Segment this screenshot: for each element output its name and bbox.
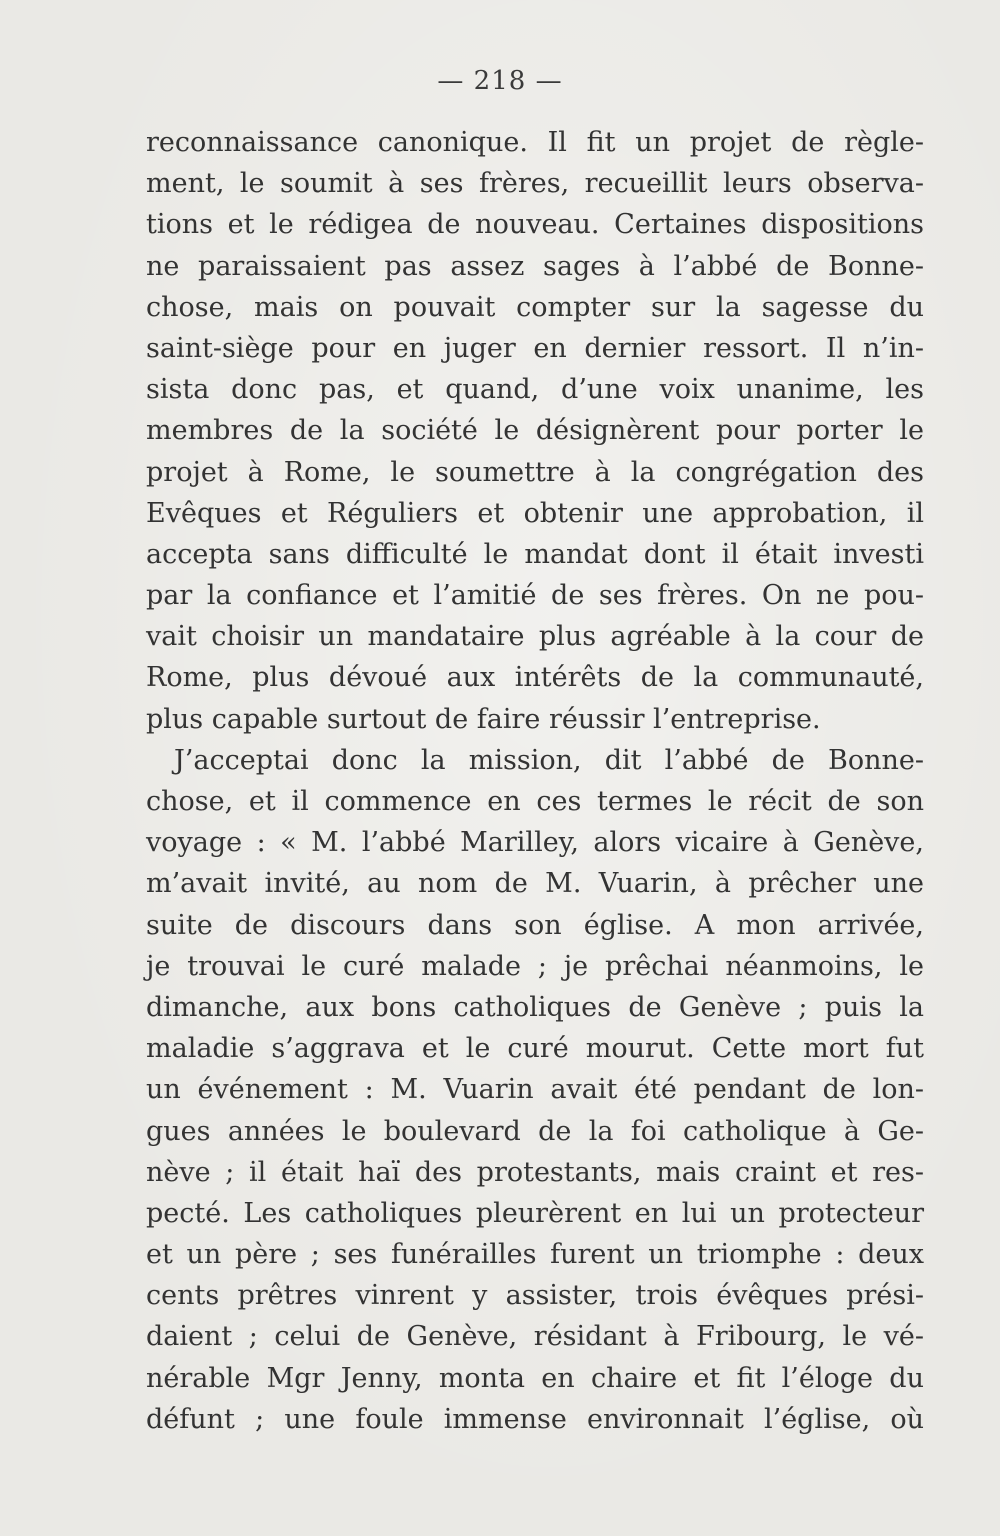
text-line: par la confiance et l’amitié de ses frères. On ne pou- bbox=[146, 580, 924, 612]
text-line: membres de la société le désignèrent pour porter le bbox=[146, 415, 924, 447]
text-line: accepta sans difficulté le mandat dont il était investi bbox=[146, 538, 924, 570]
text-line: pecté. Les catholiques pleurèrent en lui un protecteur bbox=[146, 1197, 924, 1229]
text-line: suite de discours dans son église. A mon arrivée, bbox=[146, 909, 924, 941]
text-line: voyage : « M. l’abbé Marilley, alors vicaire à Genève, bbox=[146, 827, 924, 859]
text-line: Rome, plus dévoué aux intérêts de la communauté, bbox=[146, 662, 924, 694]
text-line: maladie s’aggrava et le curé mourut. Cette mort fut bbox=[146, 1033, 924, 1065]
text-line: Evêques et Réguliers et obtenir une approbation, il bbox=[146, 497, 924, 529]
text-line: je trouvai le curé malade ; je prêchai néanmoins, le bbox=[146, 950, 924, 982]
text-line: cents prêtres vinrent y assister, trois évêques prési- bbox=[146, 1280, 924, 1312]
text-line: défunt ; une foule immense environnait l’église, où bbox=[146, 1403, 924, 1435]
text-line: ne paraissaient pas assez sages à l’abbé de Bonne- bbox=[146, 250, 924, 282]
text-line: plus capable surtout de faire réussir l’entreprise. bbox=[146, 703, 821, 735]
text-line: nève ; il était haï des protestants, mais craint et res- bbox=[146, 1156, 924, 1188]
text-line: ment, le soumit à ses frères, recueillit leurs observa- bbox=[146, 168, 924, 200]
text-line: m’avait invité, au nom de M. Vuarin, à prêcher une bbox=[146, 868, 924, 900]
text-line: nérable Mgr Jenny, monta en chaire et fit l’éloge du bbox=[146, 1362, 924, 1394]
text-line: chose, et il commence en ces termes le récit de son bbox=[146, 786, 924, 817]
text-line: daient ; celui de Genève, résidant à Fribourg, le vé- bbox=[146, 1321, 924, 1353]
text-line: tions et le rédigea de nouveau. Certaines dispositions bbox=[146, 209, 924, 241]
text-line: vait choisir un mandataire plus agréable à la cour de bbox=[146, 621, 924, 653]
text-line: et un père ; ses funérailles furent un triomphe : deux bbox=[146, 1239, 924, 1271]
text-line: un événement : M. Vuarin avait été pendant de lon- bbox=[146, 1074, 924, 1106]
text-line: J’acceptai donc la mission, dit l’abbé de Bonne- bbox=[174, 744, 924, 776]
text-line: chose, mais on pouvait compter sur la sagesse du bbox=[146, 291, 924, 323]
body-text bbox=[146, 122, 924, 1440]
text-line: dimanche, aux bons catholiques de Genève ; puis la bbox=[146, 991, 924, 1023]
text-line: saint-siège pour en juger en dernier ressort. Il n’in- bbox=[146, 332, 924, 364]
text-line: sista donc pas, et quand, d’une voix unanime, les bbox=[146, 374, 924, 406]
text-line: reconnaissance canonique. Il fit un projet de règle- bbox=[146, 127, 924, 158]
text-line: projet à Rome, le soumettre à la congrégation des bbox=[146, 456, 924, 488]
text-line: gues années le boulevard de la foi catholique à Ge- bbox=[146, 1115, 924, 1147]
page-number: — 218 — bbox=[437, 66, 563, 96]
